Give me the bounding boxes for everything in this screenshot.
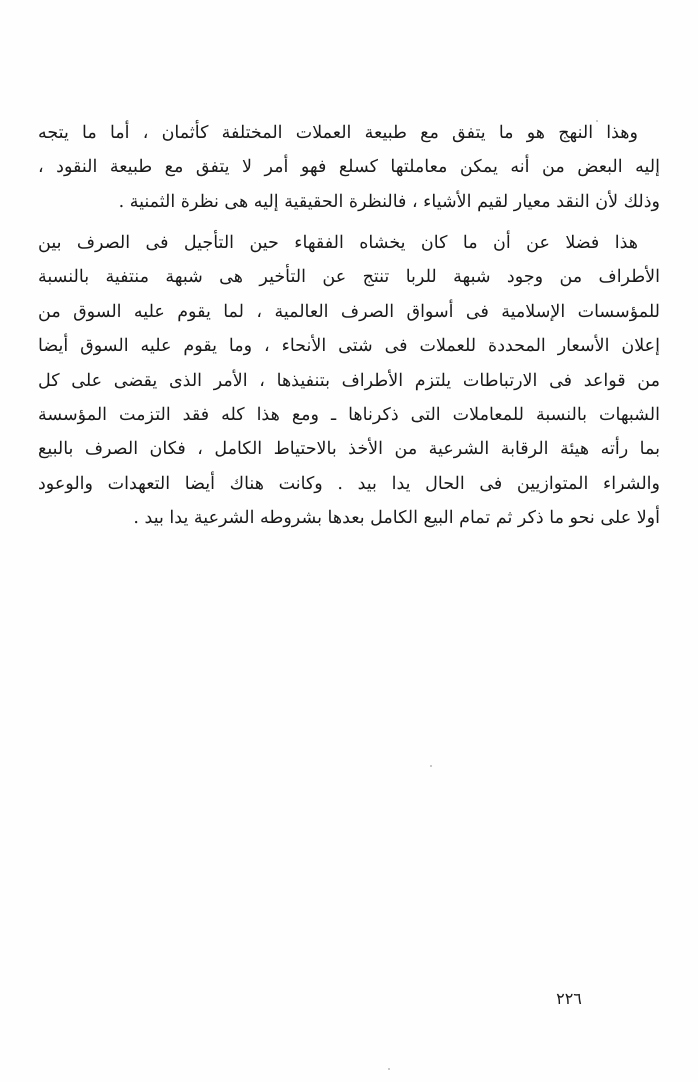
text-line: هذا فضلا عن أن ما كان يخشاه الفقهاء حين التأجيل فى الصرف بين xyxy=(38,233,638,253)
paragraph-1 xyxy=(38,116,660,219)
text-line: أولا على نحو ما ذكر ثم تمام البيع الكامل بعدها بشروطه الشرعية يدا بيد . xyxy=(133,508,660,529)
page-number: ٢٢٦ xyxy=(556,989,582,1008)
text-line: للمؤسسات الإسلامية فى أسواق الصرف العالمية ، لما يقوم عليه السوق من xyxy=(38,301,660,322)
scan-speck xyxy=(388,1068,390,1070)
text-line: إليه البعض من أنه يمكن معاملتها كسلع فهو أمر لا يتفق مع طبيعة النقود ، xyxy=(38,157,660,178)
text-line: وهذا النهج هو ما يتفق مع طبيعة العملات المختلفة كأثمان ، أما ما يتجه xyxy=(38,123,638,143)
text-line: الشبهات بالنسبة للمعاملات التى ذكرناها ـ ومع هذا كله فقد التزمت المؤسسة xyxy=(38,404,660,425)
text-line: إعلان الأسعار المحددة للعملات فى شتى الأنحاء ، وما يقوم عليه السوق أيضا xyxy=(38,336,660,357)
text-line: الأطراف من وجود شبهة للربا تنتج عن التأخير هى شبهة منتفية بالنسبة xyxy=(38,267,660,288)
text-line: والشراء المتوازيين فى الحال يدا بيد . وكانت هناك أيضا التعهدات والوعود xyxy=(38,473,660,494)
scan-speck xyxy=(596,120,598,122)
paragraph-2 xyxy=(38,226,660,536)
text-line: وذلك لأن النقد معيار لقيم الأشياء ، فالنظرة الحقيقية إليه هى نظرة الثمنية . xyxy=(118,191,660,212)
text-line: بما رأته هيئة الرقابة الشرعية من الأخذ بالاحتياط الكامل ، فكان الصرف بالبيع xyxy=(38,439,660,460)
text-line: من قواعد فى الارتباطات يلتزم الأطراف بتنفيذها ، الأمر الذى يقضى على كل xyxy=(38,370,660,391)
scan-speck xyxy=(430,765,432,767)
